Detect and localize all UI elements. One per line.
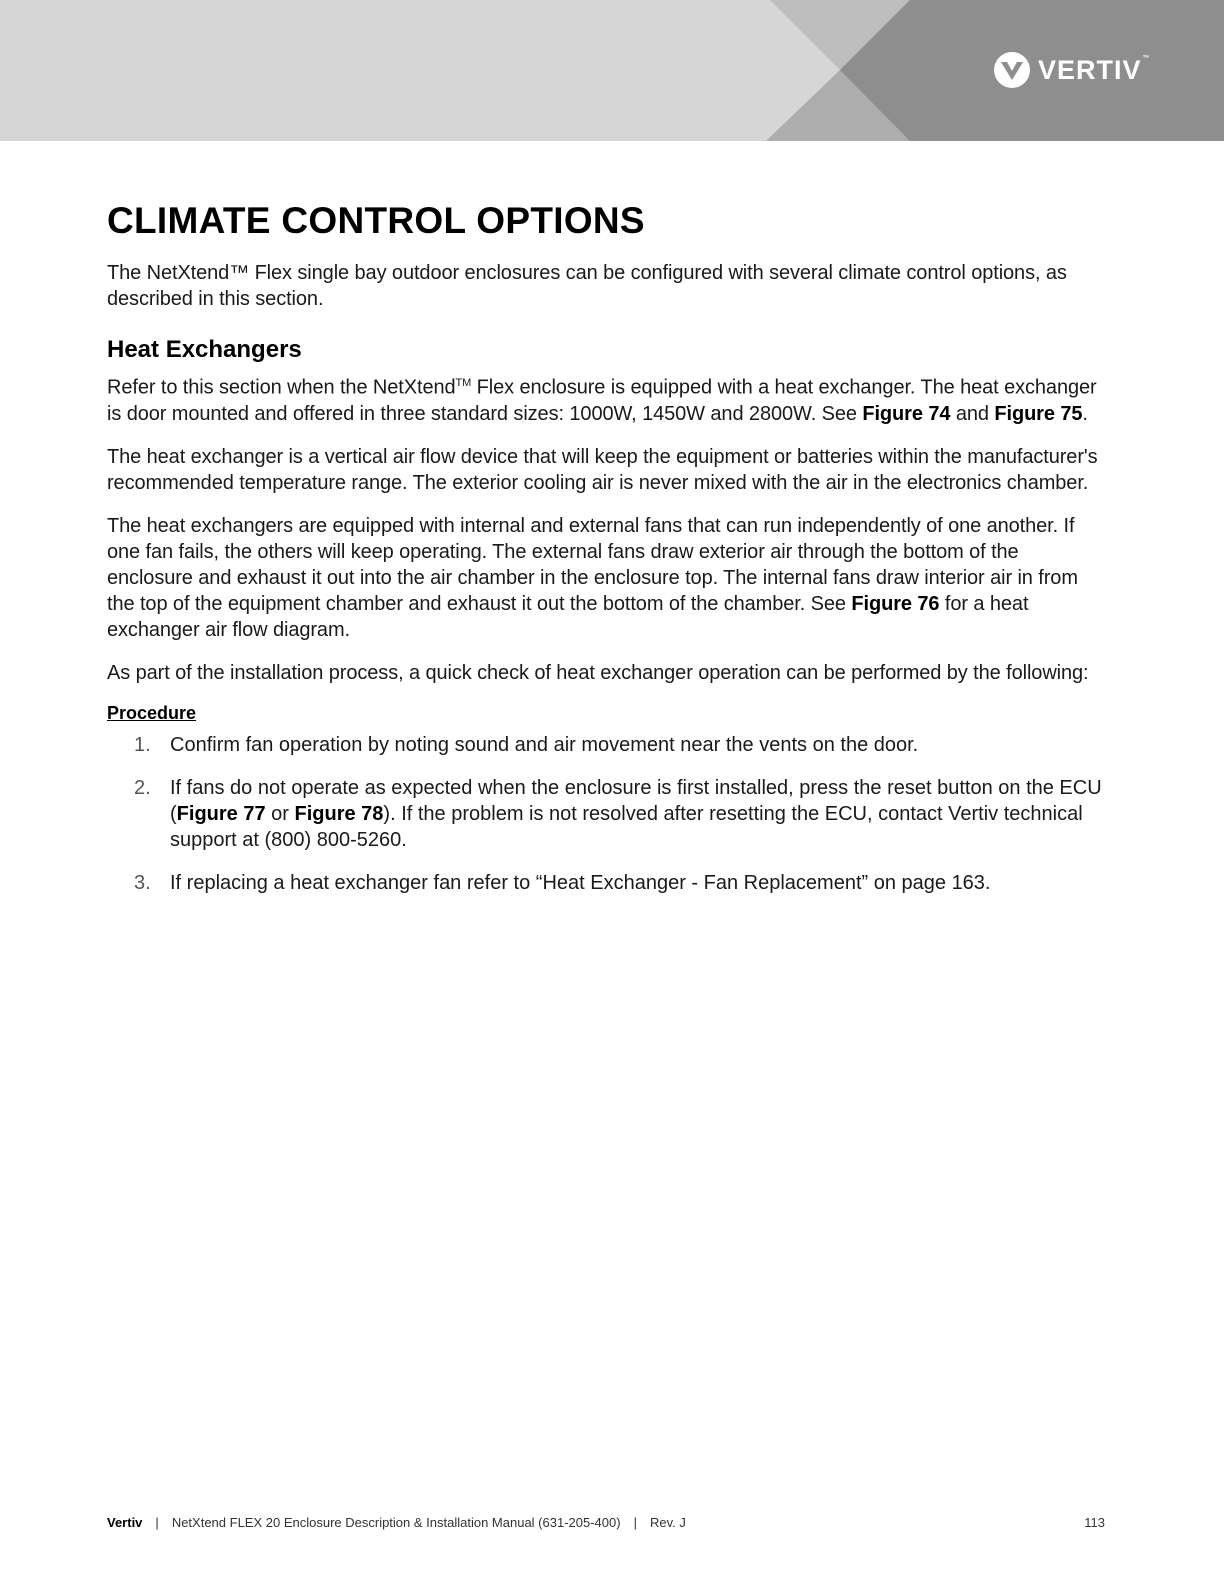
procedure-heading: Procedure [107, 702, 197, 723]
fans-paragraph: The heat exchangers are equipped with internal and external fans that can run independently of one another. If one fan fails, the others will keep operating. The external fans draw exterior air through the bottom of the enclosure and exhaust it out into the air chamber in the enclosure top. The internal fans draw interior air in from the top of the equipment chamber and exhaust it out the bottom of the chamber. See Figure 76 for a heat exchanger air flow diagram. [107, 514, 1078, 641]
figure-77-link[interactable]: Figure 77 [176, 802, 266, 825]
main-content [107, 200, 1107, 913]
step-number: 2. [134, 776, 151, 799]
step-text: If replacing a heat exchanger fan refer to “Heat Exchanger - Fan Replacement” on page 163. [170, 871, 991, 894]
section-heading: Heat Exchangers [107, 336, 302, 363]
procedure-steps [107, 732, 1107, 896]
logo-wordmark: VERTIV™ [1038, 54, 1151, 85]
step-number: 1. [134, 733, 151, 756]
footer-separator: | [155, 1515, 159, 1530]
installation-check-paragraph: As part of the installation process, a quick check of heat exchanger operation can be performed by the following: [107, 661, 1089, 684]
footer-document-title: NetXtend FLEX 20 Enclosure Description & Installation Manual (631-205-400) [171, 1515, 621, 1530]
procedure-step [107, 732, 1107, 758]
procedure-step [107, 775, 1107, 853]
page-title: CLIMATE CONTROL OPTIONS [107, 200, 645, 241]
page-number: 113 [1084, 1515, 1105, 1530]
step-text: Confirm fan operation by noting sound and air movement near the vents on the door. [170, 733, 919, 756]
intro-paragraph: The NetXtend™ Flex single bay outdoor enclosures can be configured with several climate control options, as described in this section. [107, 262, 1067, 310]
figure-76-link[interactable]: Figure 76 [851, 592, 940, 615]
footer-revision: Rev. J [649, 1515, 686, 1530]
step-text: If fans do not operate as expected when the enclosure is first installed, press the reset button on the ECU (Figure 77 or Figure 78). If the problem is not resolved after resetting the ECU, contact Vertiv technical support at (800) 800-5260. [170, 776, 1102, 851]
step-number: 3. [134, 871, 151, 894]
procedure-step [107, 870, 1107, 896]
figure-74-link[interactable]: Figure 74 [862, 402, 951, 425]
figure-75-link[interactable]: Figure 75 [994, 402, 1083, 425]
heat-exchanger-intro-paragraph: Refer to this section when the NetXtend™ Flex enclosure is equipped with a heat exchanger. The heat exchanger is door mounted and offered in three standard sizes: 1000W, 1450W and 2800W. See Figure 74 and Figure 75. [107, 376, 1097, 425]
footer-separator: | [633, 1515, 637, 1530]
page-footer [107, 1515, 1105, 1530]
footer-brand: Vertiv [107, 1515, 143, 1530]
trademark-superscript: TM [455, 377, 472, 389]
vertiv-logo [994, 52, 1151, 88]
figure-78-link[interactable]: Figure 78 [294, 802, 384, 825]
vertiv-v-icon [994, 52, 1030, 88]
airflow-device-paragraph: The heat exchanger is a vertical air flow device that will keep the equipment or batteries within the manufacturer's recommended temperature range. The exterior cooling air is never mixed with the air in the electronics chamber. [107, 445, 1098, 494]
